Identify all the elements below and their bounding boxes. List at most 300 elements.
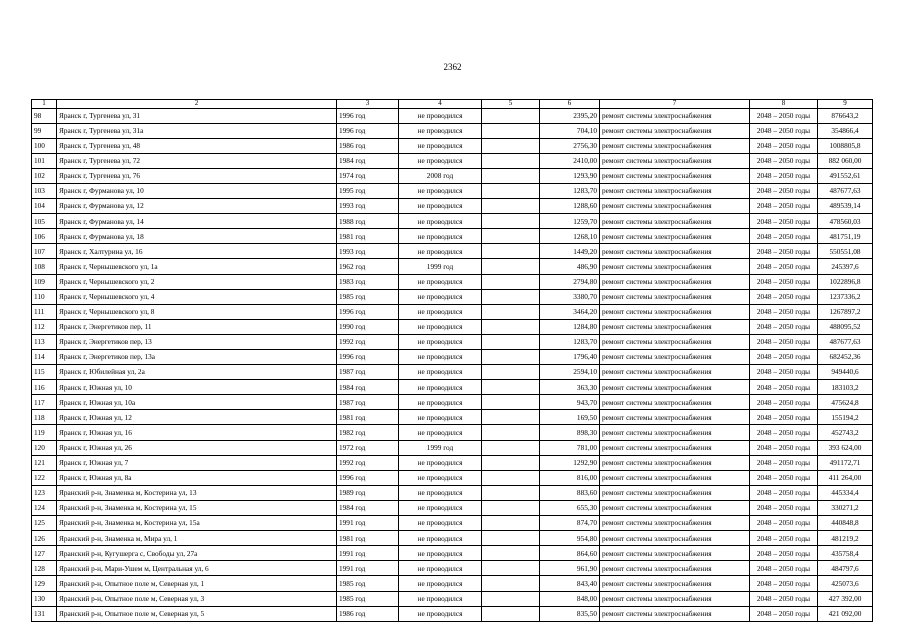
period-cell: 2048 – 2050 годы [750,531,818,546]
build-year-cell: 1986 год [337,606,399,621]
row-number-cell: 105 [32,214,57,229]
area-cell: 169,50 [540,410,600,425]
row-number-cell: 115 [32,365,57,380]
area-cell: 655,30 [540,500,600,515]
address-cell: Яранский р-н, Знаменка м, Костерина ул, 13 [57,485,337,500]
row-number-cell: 117 [32,395,57,410]
cost-cell: 155194,2 [818,410,873,425]
address-cell: Яранский р-н, Мари-Ушем м, Центральная ул, 6 [57,561,337,576]
area-cell: 835,50 [540,606,600,621]
period-cell: 2048 – 2050 годы [750,365,818,380]
last-repair-cell: не проводился [399,214,482,229]
empty-cell [482,214,540,229]
cost-cell: 421 092,00 [818,606,873,621]
address-cell: Яранск г, Тургенева ул, 31 [57,108,337,123]
row-number-cell: 108 [32,259,57,274]
address-cell: Яранский р-н, Кугушерга с, Свободы ул, 27а [57,546,337,561]
row-number-cell: 127 [32,546,57,561]
build-year-cell: 1984 год [337,153,399,168]
work-type-cell: ремонт системы электроснабжения [600,455,750,470]
build-year-cell: 1984 год [337,380,399,395]
period-cell: 2048 – 2050 годы [750,455,818,470]
last-repair-cell: не проводился [399,289,482,304]
address-cell: Яранск г, Южная ул, 8а [57,470,337,485]
work-type-cell: ремонт системы электроснабжения [600,591,750,606]
period-cell: 2048 – 2050 годы [750,606,818,621]
empty-cell [482,108,540,123]
address-cell: Яранск г, Фурманова ул, 14 [57,214,337,229]
address-cell: Яранск г, Юбилейная ул, 2а [57,365,337,380]
build-year-cell: 1974 год [337,168,399,183]
row-number-cell: 101 [32,153,57,168]
period-cell: 2048 – 2050 годы [750,395,818,410]
cost-cell: 550551,08 [818,244,873,259]
row-number-cell: 131 [32,606,57,621]
last-repair-cell: не проводился [399,591,482,606]
table-row [32,410,873,425]
table-row [32,259,873,274]
period-cell: 2048 – 2050 годы [750,500,818,515]
work-type-cell: ремонт системы электроснабжения [600,319,750,334]
area-cell: 2395,20 [540,108,600,123]
cost-cell: 440848,8 [818,516,873,531]
period-cell: 2048 – 2050 годы [750,576,818,591]
address-cell: Яранск г, Фурманова ул, 12 [57,199,337,214]
address-cell: Яранск г, Энергетиков пер, 11 [57,319,337,334]
empty-cell [482,123,540,138]
work-type-cell: ремонт системы электроснабжения [600,123,750,138]
table-row [32,425,873,440]
table-row [32,606,873,621]
period-cell: 2048 – 2050 годы [750,168,818,183]
empty-cell [482,546,540,561]
table-row [32,470,873,485]
build-year-cell: 1962 год [337,259,399,274]
row-number-cell: 120 [32,440,57,455]
table-row [32,274,873,289]
address-cell: Яранск г, Южная ул, 16 [57,425,337,440]
work-type-cell: ремонт системы электроснабжения [600,168,750,183]
last-repair-cell: не проводился [399,365,482,380]
address-cell: Яранск г, Южная ул, 12 [57,410,337,425]
cost-cell: 882 060,00 [818,153,873,168]
address-cell: Яранск г, Тургенева ул, 48 [57,138,337,153]
build-year-cell: 1991 год [337,546,399,561]
empty-cell [482,531,540,546]
empty-cell [482,606,540,621]
row-number-cell: 106 [32,229,57,244]
work-type-cell: ремонт системы электроснабжения [600,334,750,349]
area-cell: 961,90 [540,561,600,576]
table-row [32,214,873,229]
work-type-cell: ремонт системы электроснабжения [600,561,750,576]
last-repair-cell: не проводился [399,606,482,621]
last-repair-cell: не проводился [399,108,482,123]
cost-cell: 491552,61 [818,168,873,183]
last-repair-cell: не проводился [399,304,482,319]
table-row [32,168,873,183]
table-row [32,500,873,515]
last-repair-cell: не проводился [399,410,482,425]
area-cell: 3464,20 [540,304,600,319]
last-repair-cell: не проводился [399,425,482,440]
row-number-cell: 107 [32,244,57,259]
area-cell: 1288,60 [540,199,600,214]
last-repair-cell: не проводился [399,395,482,410]
build-year-cell: 1987 год [337,395,399,410]
address-cell: Яранск г, Чернышевского ул, 2 [57,274,337,289]
build-year-cell: 1993 год [337,199,399,214]
work-type-cell: ремонт системы электроснабжения [600,576,750,591]
address-cell: Яранский р-н, Знаменка м, Мира ул, 1 [57,531,337,546]
last-repair-cell: не проводился [399,229,482,244]
work-type-cell: ремонт системы электроснабжения [600,606,750,621]
area-cell: 843,40 [540,576,600,591]
last-repair-cell: не проводился [399,516,482,531]
last-repair-cell: не проводился [399,153,482,168]
area-cell: 486,90 [540,259,600,274]
last-repair-cell: 1999 год [399,259,482,274]
work-type-cell: ремонт системы электроснабжения [600,229,750,244]
area-cell: 1449,20 [540,244,600,259]
work-type-cell: ремонт системы электроснабжения [600,380,750,395]
row-number-cell: 116 [32,380,57,395]
cost-cell: 393 624,00 [818,440,873,455]
work-type-cell: ремонт системы электроснабжения [600,440,750,455]
address-cell: Яранский р-н, Знаменка м, Костерина ул, 15а [57,516,337,531]
table-row [32,485,873,500]
address-cell: Яранск г, Чернышевского ул, 4 [57,289,337,304]
work-type-cell: ремонт системы электроснабжения [600,289,750,304]
empty-cell [482,289,540,304]
cost-cell: 245397,6 [818,259,873,274]
empty-cell [482,395,540,410]
cost-cell: 481751,19 [818,229,873,244]
period-cell: 2048 – 2050 годы [750,274,818,289]
build-year-cell: 1989 год [337,485,399,500]
cost-cell: 491172,71 [818,455,873,470]
address-cell: Яранск г, Энергетиков пер, 13 [57,334,337,349]
cost-cell: 1267897,2 [818,304,873,319]
work-type-cell: ремонт системы электроснабжения [600,214,750,229]
period-cell: 2048 – 2050 годы [750,440,818,455]
work-type-cell: ремонт системы электроснабжения [600,274,750,289]
work-type-cell: ремонт системы электроснабжения [600,199,750,214]
cost-cell: 1237336,2 [818,289,873,304]
cost-cell: 452743,2 [818,425,873,440]
address-cell: Яранск г, Тургенева ул, 31а [57,123,337,138]
period-cell: 2048 – 2050 годы [750,214,818,229]
column-header: 1 [32,100,57,109]
address-cell: Яранск г, Южная ул, 10а [57,395,337,410]
table-row [32,319,873,334]
period-cell: 2048 – 2050 годы [750,199,818,214]
address-cell: Яранск г, Южная ул, 7 [57,455,337,470]
row-number-cell: 100 [32,138,57,153]
row-number-cell: 119 [32,425,57,440]
cost-cell: 481219,2 [818,531,873,546]
build-year-cell: 1996 год [337,350,399,365]
last-repair-cell: не проводился [399,485,482,500]
page-number: 2362 [443,62,462,72]
table-row [32,395,873,410]
area-cell: 3380,70 [540,289,600,304]
work-type-cell: ремонт системы электроснабжения [600,108,750,123]
area-cell: 864,60 [540,546,600,561]
column-header: 7 [600,100,750,109]
table-row [32,108,873,123]
table-row [32,350,873,365]
address-cell: Яранск г, Тургенева ул, 76 [57,168,337,183]
row-number-cell: 123 [32,485,57,500]
work-type-cell: ремонт системы электроснабжения [600,410,750,425]
table-row [32,153,873,168]
last-repair-cell: не проводился [399,350,482,365]
empty-cell [482,244,540,259]
column-header: 6 [540,100,600,109]
build-year-cell: 1985 год [337,576,399,591]
last-repair-cell: не проводился [399,138,482,153]
row-number-cell: 118 [32,410,57,425]
area-cell: 848,00 [540,591,600,606]
row-number-cell: 98 [32,108,57,123]
empty-cell [482,485,540,500]
area-cell: 1283,70 [540,334,600,349]
table-row [32,591,873,606]
row-number-cell: 102 [32,168,57,183]
period-cell: 2048 – 2050 годы [750,516,818,531]
area-cell: 954,80 [540,531,600,546]
cost-cell: 876643,2 [818,108,873,123]
build-year-cell: 1992 год [337,334,399,349]
work-type-cell: ремонт системы электроснабжения [600,485,750,500]
empty-cell [482,319,540,334]
period-cell: 2048 – 2050 годы [750,470,818,485]
period-cell: 2048 – 2050 годы [750,138,818,153]
last-repair-cell: не проводился [399,183,482,198]
column-header: 2 [57,100,337,109]
housing-repair-table [31,99,873,622]
period-cell: 2048 – 2050 годы [750,108,818,123]
empty-cell [482,259,540,274]
table-body [32,100,873,622]
row-number-cell: 99 [32,123,57,138]
row-number-cell: 113 [32,334,57,349]
period-cell: 2048 – 2050 годы [750,123,818,138]
period-cell: 2048 – 2050 годы [750,289,818,304]
row-number-cell: 128 [32,561,57,576]
build-year-cell: 1972 год [337,440,399,455]
build-year-cell: 1993 год [337,244,399,259]
build-year-cell: 1995 год [337,183,399,198]
empty-cell [482,183,540,198]
table-row [32,229,873,244]
row-number-cell: 126 [32,531,57,546]
area-cell: 883,60 [540,485,600,500]
build-year-cell: 1992 год [337,455,399,470]
period-cell: 2048 – 2050 годы [750,244,818,259]
cost-cell: 435758,4 [818,546,873,561]
row-number-cell: 103 [32,183,57,198]
last-repair-cell: не проводился [399,319,482,334]
column-header: 4 [399,100,482,109]
address-cell: Яранск г, Чернышевского ул, 8 [57,304,337,319]
work-type-cell: ремонт системы электроснабжения [600,244,750,259]
address-cell: Яранский р-н, Опытное поле м, Северная ул, 3 [57,591,337,606]
row-number-cell: 130 [32,591,57,606]
table-row [32,380,873,395]
table-row [32,244,873,259]
build-year-cell: 1985 год [337,289,399,304]
period-cell: 2048 – 2050 годы [750,183,818,198]
last-repair-cell: не проводился [399,576,482,591]
build-year-cell: 1987 год [337,365,399,380]
last-repair-cell: не проводился [399,334,482,349]
area-cell: 781,00 [540,440,600,455]
area-cell: 1259,70 [540,214,600,229]
area-cell: 874,70 [540,516,600,531]
last-repair-cell: не проводился [399,455,482,470]
area-cell: 363,30 [540,380,600,395]
area-cell: 1268,10 [540,229,600,244]
last-repair-cell: не проводился [399,546,482,561]
row-number-cell: 109 [32,274,57,289]
work-type-cell: ремонт системы электроснабжения [600,425,750,440]
build-year-cell: 1985 год [337,591,399,606]
period-cell: 2048 – 2050 годы [750,153,818,168]
period-cell: 2048 – 2050 годы [750,334,818,349]
work-type-cell: ремонт системы электроснабжения [600,546,750,561]
area-cell: 2756,30 [540,138,600,153]
column-header: 5 [482,100,540,109]
last-repair-cell: не проводился [399,500,482,515]
period-cell: 2048 – 2050 годы [750,259,818,274]
work-type-cell: ремонт системы электроснабжения [600,138,750,153]
last-repair-cell: 2008 год [399,168,482,183]
period-cell: 2048 – 2050 годы [750,546,818,561]
empty-cell [482,455,540,470]
build-year-cell: 1986 год [337,138,399,153]
cost-cell: 949440,6 [818,365,873,380]
empty-cell [482,516,540,531]
build-year-cell: 1984 год [337,500,399,515]
empty-cell [482,380,540,395]
build-year-cell: 1981 год [337,410,399,425]
table-row [32,334,873,349]
last-repair-cell: не проводился [399,199,482,214]
last-repair-cell: не проводился [399,561,482,576]
empty-cell [482,500,540,515]
address-cell: Яранский р-н, Знаменка м, Костерина ул, 15 [57,500,337,515]
last-repair-cell: 1999 год [399,440,482,455]
cost-cell: 445334,4 [818,485,873,500]
work-type-cell: ремонт системы электроснабжения [600,183,750,198]
build-year-cell: 1991 год [337,516,399,531]
area-cell: 2410,00 [540,153,600,168]
row-number-cell: 104 [32,199,57,214]
cost-cell: 1022896,8 [818,274,873,289]
cost-cell: 475624,8 [818,395,873,410]
period-cell: 2048 – 2050 годы [750,304,818,319]
last-repair-cell: не проводился [399,123,482,138]
cost-cell: 183103,2 [818,380,873,395]
area-cell: 898,30 [540,425,600,440]
empty-cell [482,410,540,425]
area-cell: 2594,10 [540,365,600,380]
period-cell: 2048 – 2050 годы [750,410,818,425]
area-cell: 1796,40 [540,350,600,365]
address-cell: Яранск г, Южная ул, 26 [57,440,337,455]
cost-cell: 682452,36 [818,350,873,365]
build-year-cell: 1991 год [337,561,399,576]
empty-cell [482,168,540,183]
empty-cell [482,274,540,289]
last-repair-cell: не проводился [399,244,482,259]
table-row [32,561,873,576]
cost-cell: 488095,52 [818,319,873,334]
address-cell: Яранск г, Халтурина ул, 16 [57,244,337,259]
cost-cell: 330271,2 [818,500,873,515]
build-year-cell: 1990 год [337,319,399,334]
empty-cell [482,199,540,214]
row-number-cell: 124 [32,500,57,515]
row-number-cell: 129 [32,576,57,591]
empty-cell [482,304,540,319]
work-type-cell: ремонт системы электроснабжения [600,259,750,274]
work-type-cell: ремонт системы электроснабжения [600,395,750,410]
empty-cell [482,591,540,606]
row-number-cell: 110 [32,289,57,304]
work-type-cell: ремонт системы электроснабжения [600,350,750,365]
last-repair-cell: не проводился [399,380,482,395]
empty-cell [482,440,540,455]
period-cell: 2048 – 2050 годы [750,350,818,365]
build-year-cell: 1996 год [337,108,399,123]
period-cell: 2048 – 2050 годы [750,229,818,244]
cost-cell: 411 264,00 [818,470,873,485]
area-cell: 1283,70 [540,183,600,198]
address-cell: Яранск г, Чернышевского ул, 1а [57,259,337,274]
table-row [32,289,873,304]
work-type-cell: ремонт системы электроснабжения [600,516,750,531]
period-cell: 2048 – 2050 годы [750,425,818,440]
row-number-cell: 121 [32,455,57,470]
empty-cell [482,470,540,485]
address-cell: Яранск г, Фурманова ул, 18 [57,229,337,244]
cost-cell: 354866,4 [818,123,873,138]
table-row [32,440,873,455]
cost-cell: 478560,03 [818,214,873,229]
table-row [32,576,873,591]
work-type-cell: ремонт системы электроснабжения [600,153,750,168]
empty-cell [482,365,540,380]
cost-cell: 484797,6 [818,561,873,576]
cost-cell: 489539,14 [818,199,873,214]
work-type-cell: ремонт системы электроснабжения [600,500,750,515]
table-row [32,199,873,214]
empty-cell [482,138,540,153]
table-row [32,365,873,380]
cost-cell: 425073,6 [818,576,873,591]
last-repair-cell: не проводился [399,470,482,485]
work-type-cell: ремонт системы электроснабжения [600,470,750,485]
table-row [32,455,873,470]
area-cell: 943,70 [540,395,600,410]
column-number-row [32,100,873,109]
work-type-cell: ремонт системы электроснабжения [600,531,750,546]
address-cell: Яранск г, Фурманова ул, 10 [57,183,337,198]
empty-cell [482,425,540,440]
